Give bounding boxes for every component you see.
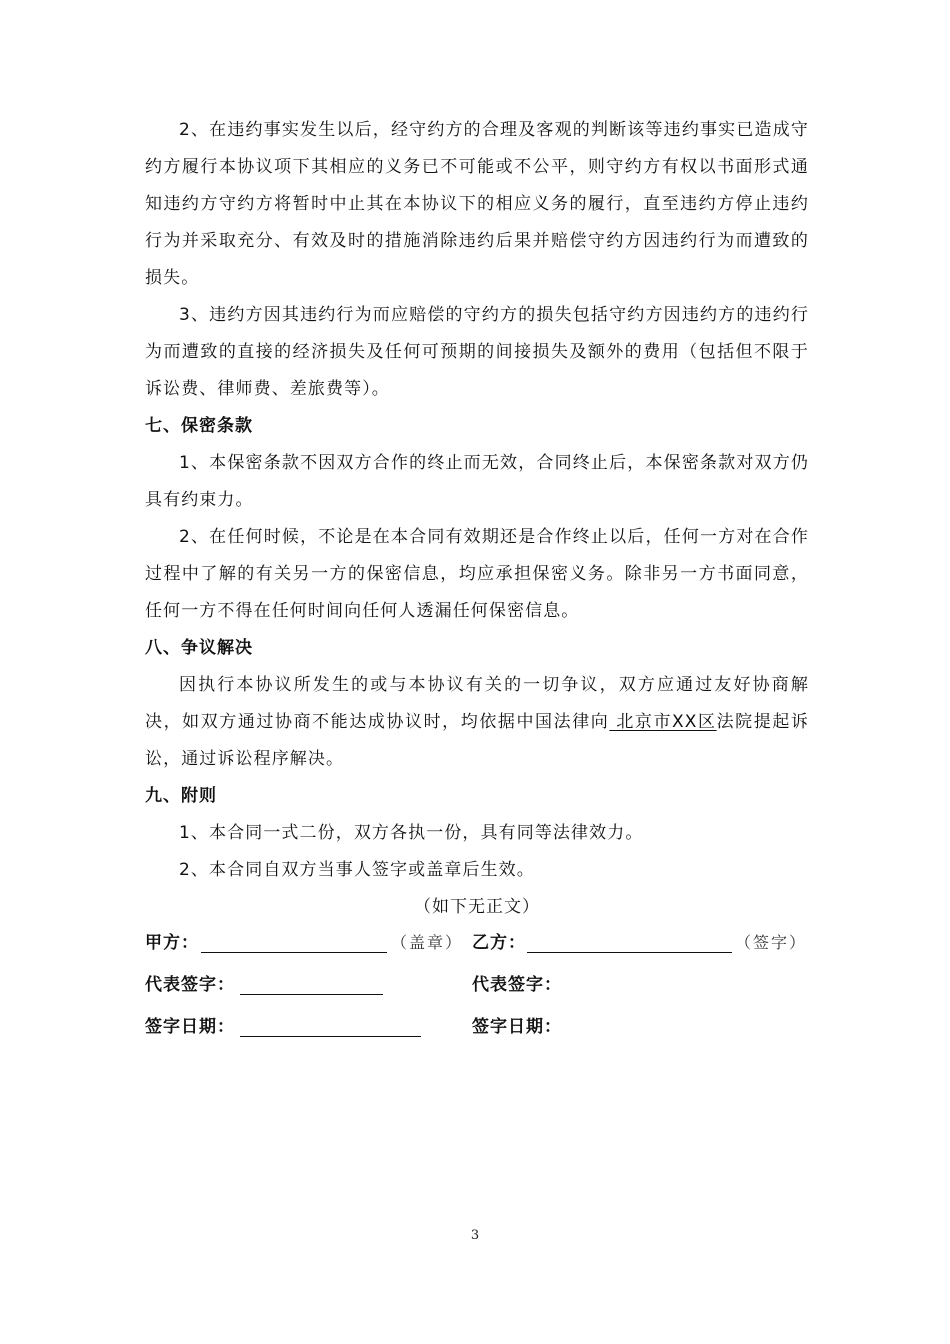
court-name: 北京市XX区 (609, 712, 717, 732)
confidentiality-clause-2: 2、在任何时候，不论是在本合同有效期还是合作终止以后，任何一方对在合作过程中了解的有关另一方的保密信息，均应承担保密义务。除非另一方书面同意，任何一方不得在任何时间向任何人透漏任何保密信息。 (145, 527, 809, 621)
supplementary-item-1: 1、本合同一式二份，双方各执一份，具有同等法律效力。 (179, 823, 644, 843)
dispute-text-after: 法院提起诉讼，通过诉讼程序解决。 (145, 712, 810, 769)
rep-sign-line-a (240, 994, 383, 995)
party-b-signature-line (527, 952, 732, 953)
party-b-label: 乙方： (472, 933, 526, 953)
no-further-text-note: （如下无正文） (414, 897, 540, 917)
contract-body (145, 112, 809, 926)
party-b-sign-note: （签字） (735, 933, 808, 952)
page-number: 3 (470, 1228, 480, 1243)
date-label-b: 签字日期： (472, 1017, 562, 1037)
date-line-a (240, 1036, 421, 1037)
dispute-heading: 八、争议解决 (145, 638, 253, 658)
party-a-label: 甲方： (145, 933, 199, 953)
dispute-text-before: 因执行本协议所发生的或与本协议有关的一切争议，双方应通过友好协商解决，如双方通过协商不能达成协议时，均依据中国法律向 (145, 675, 809, 732)
confidentiality-heading: 七、保密条款 (145, 416, 253, 436)
party-a-signature-line (201, 952, 387, 953)
date-label-a: 签字日期： (145, 1017, 235, 1037)
representative-row (145, 969, 809, 1011)
party-row (145, 927, 809, 969)
date-row (145, 1011, 809, 1053)
signature-block (145, 927, 809, 1053)
dispute-clause (145, 667, 809, 778)
rep-sign-label-a: 代表签字： (145, 975, 235, 995)
supplementary-heading: 九、附则 (145, 786, 217, 806)
party-a-seal-note: （盖章） (391, 933, 464, 952)
rep-sign-label-b: 代表签字： (472, 975, 562, 995)
breach-clause-2: 2、在违约事实发生以后，经守约方的合理及客观的判断该等违约事实已造成守约方履行本协议项下其相应的义务已不可能或不公平，则守约方有权以书面形式通知违约方守约方将暂时中止其在本协议下的相应义务的履行，直至违约方停止违约行为并采取充分、有效及时的措施消除违约后果并赔偿守约方因违约行为而遭致的损失。 (145, 120, 809, 288)
breach-clause-3: 3、违约方因其违约行为而应赔偿的守约方的损失包括守约方因违约方的违约行为而遭致的直接的经济损失及任何可预期的间接损失及额外的费用（包括但不限于诉讼费、律师费、差旅费等）。 (145, 305, 809, 399)
confidentiality-clause-1: 1、本保密条款不因双方合作的终止而无效，合同终止后，本保密条款对双方仍具有约束力。 (145, 453, 809, 510)
supplementary-item-2: 2、本合同自双方当事人签字或盖章后生效。 (179, 860, 535, 880)
